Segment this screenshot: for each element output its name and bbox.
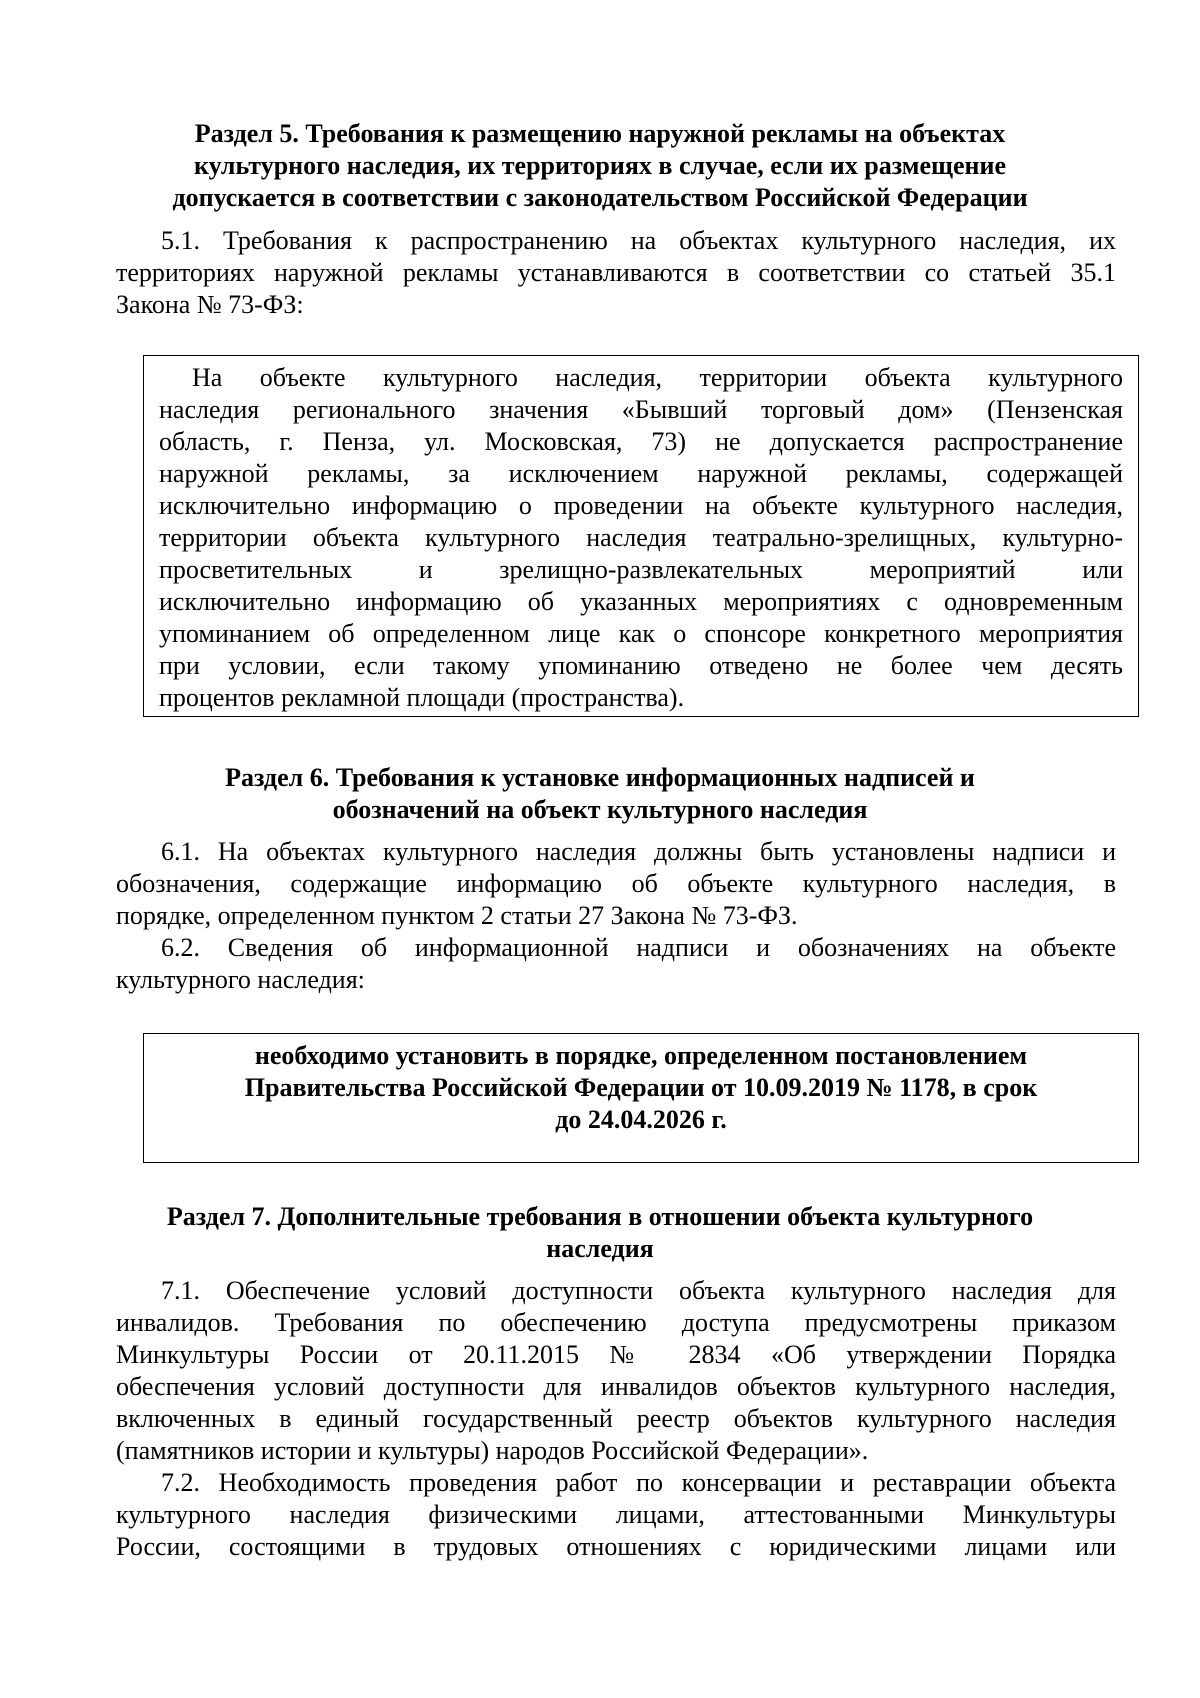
text-line: обозначения, содержащие информацию об объекте культурного наследия, в	[116, 869, 1116, 898]
text-line: наследия регионального значения «Бывший торговый дом» (Пензенская	[159, 395, 1123, 424]
text-line: территории объекта культурного наследия театрально-зрелищных, культурно-	[159, 523, 1123, 552]
text-line: область, г. Пенза, ул. Московская, 73) не допускается распространение	[159, 427, 1123, 456]
text-line: культурного наследия:	[116, 965, 365, 994]
text-line: включенных в единый государственный реестр объектов культурного наследия	[116, 1404, 1116, 1433]
text-line: территориях наружной рекламы устанавливаются в соответствии со статьей 35.1	[116, 258, 1116, 287]
heading-line: Раздел 7. Дополнительные требования в отношении объекта культурного	[166, 1202, 1034, 1231]
text-line: Закона № 73-ФЗ:	[116, 290, 304, 319]
section-7-heading	[120, 1201, 1080, 1265]
heading-line: Раздел 6. Требования к установке информационных надписей и	[225, 763, 975, 792]
text-line: исключительно информацию об указанных мероприятиях с одновременным	[159, 587, 1123, 616]
heading-line: Раздел 5. Требования к размещению наружной рекламы на объектах	[194, 119, 1006, 148]
text-line: инвалидов. Требования по обеспечению доступа предусмотрены приказом	[116, 1308, 1116, 1337]
text-line: (памятников истории и культуры) народов Российской Федерации».	[116, 1436, 869, 1465]
text-line: порядке, определенном пунктом 2 статьи 27 Закона № 73-ФЗ.	[116, 901, 798, 930]
text-line: Минкультуры России от 20.11.2015 № 2834 «Об утверждении Порядка	[116, 1340, 1116, 1369]
paragraph-6-1	[116, 836, 1116, 932]
heading-line: допускается в соответствии с законодательством Российской Федерации	[172, 183, 1028, 212]
text-line: России, состоящими в трудовых отношениях с юридическими лицами или	[116, 1532, 1116, 1561]
paragraph-7-1	[116, 1275, 1116, 1467]
text-line: необходимо установить в порядке, определенном постановлением	[254, 1041, 1028, 1070]
section-5-heading	[120, 118, 1080, 214]
text-line: обеспечения условий доступности для инвалидов объектов культурного наследия,	[116, 1372, 1116, 1401]
text-line: до 24.04.2026 г.	[555, 1105, 727, 1134]
text-line: просветительных и зрелищно-развлекательных мероприятий или	[159, 555, 1123, 584]
text-line: при условии, если такому упоминанию отведено не более чем десять	[159, 651, 1123, 680]
paragraph-7-2	[116, 1467, 1116, 1563]
text-line: Правительства Российской Федерации от 10.09.2019 № 1178, в срок	[244, 1073, 1038, 1102]
information-sign-box	[143, 1033, 1139, 1163]
heading-line: наследия	[546, 1234, 654, 1263]
text-line: исключительно информацию о проведении на объекте культурного наследия,	[159, 491, 1123, 520]
text-line: 7.2. Необходимость проведения работ по консервации и реставрации объекта	[161, 1468, 1116, 1497]
advertising-restriction-box	[143, 355, 1139, 717]
text-line: упоминанием об определенном лице как о спонсоре конкретного мероприятия	[159, 619, 1123, 648]
text-line: процентов рекламной площади (пространства).	[159, 683, 685, 712]
text-line: 7.1. Обеспечение условий доступности объекта культурного наследия для	[161, 1276, 1116, 1305]
paragraph-6-2	[116, 932, 1116, 996]
paragraph-5-1	[116, 225, 1116, 321]
text-line: На объекте культурного наследия, территории объекта культурного	[192, 363, 1123, 392]
heading-line: обозначений на объект культурного наследия	[332, 795, 868, 824]
text-line: наружной рекламы, за исключением наружной рекламы, содержащей	[159, 459, 1123, 488]
text-line: 6.1. На объектах культурного наследия должны быть установлены надписи и	[161, 837, 1116, 866]
text-line: 5.1. Требования к распространению на объектах культурного наследия, их	[161, 226, 1116, 255]
text-line: культурного наследия физическими лицами, аттестованными Минкультуры	[116, 1500, 1116, 1529]
text-line: 6.2. Сведения об информационной надписи и обозначениях на объекте	[161, 933, 1116, 962]
heading-line: культурного наследия, их территориях в случае, если их размещение	[193, 151, 1007, 180]
section-6-heading	[120, 762, 1080, 826]
